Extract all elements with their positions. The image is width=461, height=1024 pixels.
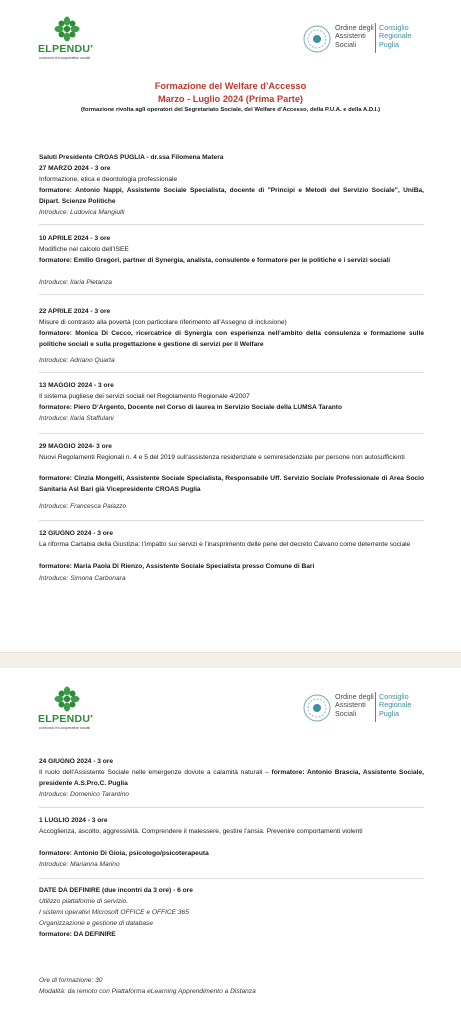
document-page-2: [0, 668, 461, 1024]
document-period: Marzo - Luglio 2024 (Prima Parte): [158, 94, 303, 104]
consiglio-text: [379, 24, 411, 49]
session-trainer: formatore: Cinzia Mongelli, Assistente Sociale Specialista, Responsabile Uff. Servizio Sociale Professionale di Area Socio Sanitaria Asl Bari già Vicepresidente CROAS Puglia: [39, 475, 424, 493]
logo-divider: [375, 23, 376, 53]
session-divider: [39, 294, 424, 295]
session-date: 24 GIUGNO 2024 - 3 ore: [39, 758, 114, 765]
document-subtitle: (formazione rivolta agli operatori del Segretariato Sociale, del Welfare d’Accesso, della P.U.A. e della A.D.I.): [80, 107, 381, 113]
session-trainer: formatore: DA DEFINIRE: [39, 931, 116, 938]
session-detail: I sistemi operativi Microsoft OFFICE e OFFICE 365: [39, 909, 189, 916]
session-topic: Il sistema pugliese dei servizi sociali nel Regolamento Regionale 4/2007: [39, 393, 250, 400]
session-trainer: formatore: Antonio Brascia, Assistente Sociale, presidente A.S.Pro.C. Puglia: [39, 769, 424, 787]
session-divider: [39, 807, 424, 808]
elpendu-name: ELPENDU': [38, 713, 94, 725]
session-date: 1 LUGLIO 2024 - 3 ore: [39, 817, 108, 824]
session-intro: Introduce: Ilaria Pietanza: [39, 279, 112, 286]
session-topic: Informazione, etica e deontologia professionale: [39, 176, 178, 183]
session-date: 10 APRILE 2024 - 3 ore: [39, 235, 111, 242]
ordine-text: [335, 24, 374, 49]
ordine-text: [335, 693, 374, 718]
session-trainer: formatore: Monica Di Cecco, ricercatrice di Synergia con esperienza nell’ambito della consulenza e formazione sulle politiche sociali e sulla progettazione e gestione di servizi per il Welfare: [39, 330, 424, 348]
session-topic-trainer: [39, 768, 424, 789]
session-divider: [39, 372, 424, 373]
ordine-emblem-icon: [303, 25, 331, 53]
consiglio-line: Puglia: [379, 39, 399, 49]
session-date: 22 APRILE 2024 - 3 ore: [39, 308, 111, 315]
session-intro: Introduce: Ilaria Staffulani: [39, 415, 114, 422]
session-topic: Il ruolo dell’Assistente Sociale nelle emergenze dovute a calamità naturali –: [39, 769, 269, 776]
session-intro: Introduce: Francesca Palazzo: [39, 503, 127, 510]
session-topic: Nuovi Regolamenti Regionali n. 4 e 5 del 2019 sull’assistenza residenziale e semiresidenziale per persone non autosufficienti: [39, 454, 405, 461]
session-detail: Utilizzo piattaforme di servizio.: [39, 898, 129, 905]
session-divider: [39, 520, 424, 521]
ordine-line: Assistenti: [335, 31, 366, 41]
elpendu-subtitle: consorzio fra cooperative sociali: [39, 726, 91, 730]
session-date: 13 MAGGIO 2024 - 3 ore: [39, 382, 114, 389]
session-date: 12 GIUGNO 2024 - 3 ore: [39, 530, 114, 537]
page-gap: [0, 652, 461, 668]
elpendu-subtitle: consorzio fra cooperative sociali: [39, 56, 91, 60]
session-trainer: formatore: Emilio Gregori, partner di Synergia, analista, consulente e formatore per le politiche e i servizi sociali: [39, 257, 391, 264]
ordine-line: Ordine degli: [335, 692, 374, 701]
ordine-logo: [303, 21, 433, 61]
session-trainer: formatore: Piero D’Argento, Docente nel Corso di laurea in Servizio Sociale della LUMSA Taranto: [39, 404, 343, 411]
consiglio-text: [379, 693, 411, 718]
elpendu-name: ELPENDU': [38, 43, 94, 55]
session-detail: Organizzazione e gestione di database: [39, 920, 154, 927]
elpendu-logo: [38, 686, 108, 730]
session-date: 29 MAGGIO 2024- 3 ore: [39, 443, 112, 450]
session-date: 27 MARZO 2024 - 3 ore: [39, 165, 111, 172]
logo-divider: [375, 692, 376, 722]
document-title: Formazione del Welfare d’Accesso: [154, 81, 307, 91]
session-topic: Accoglienza, ascolto, aggressività. Comprendere il malessere, gestire l’ansia. Prevenire comportamenti violenti: [39, 828, 363, 835]
session-trainer: formatore: Antonio Di Gioia, psicologo/psicoterapeuta: [39, 850, 209, 857]
session-date: DATE DA DEFINIRE (due incontri da 3 ore) - 6 ore: [39, 887, 193, 894]
ordine-emblem-icon: [303, 694, 331, 722]
ordine-line: Assistenti: [335, 700, 366, 710]
session-intro: Introduce: Marianna Marino: [39, 861, 120, 868]
consiglio-line: Regionale: [379, 700, 412, 710]
session-topic: Modifiche nel calcolo dell’ISEE: [39, 246, 129, 253]
consiglio-line: Consiglio: [379, 23, 409, 32]
consiglio-line: Consiglio: [379, 692, 409, 701]
session-topic: Misure di contrasto alla povertà (con particolare riferimento all’Assegno di inclusione): [39, 319, 287, 326]
ordine-line: Sociali: [335, 708, 357, 718]
session-intro: Introduce: Ludovica Mangiulli: [39, 209, 125, 216]
elpendu-logo: [38, 16, 108, 60]
elpendu-flower-icon: [52, 686, 82, 712]
session-trainer: formatore: Maria Paola Di Rienzo, Assistente Sociale Specialista presso Comune di Bari: [39, 563, 315, 570]
session-divider: [39, 433, 424, 434]
ordine-line: Sociali: [335, 39, 357, 49]
session-divider: [39, 224, 424, 225]
session-trainer: formatore: Antonio Nappi, Assistente Sociale Specialista, docente di "Principi e Metodi del Servizio Sociale", UniBa, Dipart. Scienze Politiche: [39, 187, 424, 205]
ordine-line: Ordine degli: [335, 23, 374, 32]
consiglio-line: Puglia: [379, 708, 399, 718]
training-mode: Modalità: da remoto con Piattaforma eLearning Apprendimento a Distanza: [39, 988, 256, 995]
greeting: Saluti Presidente CROAS PUGLIA - dr.ssa Filomena Matera: [39, 154, 224, 161]
session-divider: [39, 878, 424, 879]
session-intro: Introduce: Domenico Tarantino: [39, 791, 129, 798]
session-intro: Introduce: Adriano Quarta: [39, 357, 115, 364]
consiglio-line: Regionale: [379, 31, 412, 41]
session-intro: Introduce: Simona Carbonara: [39, 575, 126, 582]
training-hours: Ore di formazione: 30: [39, 977, 103, 984]
session-topic: La riforma Cartabia della Giustizia: l’impatto sui servizi e l’inasprimento delle pene del decreto Caivano come deterrente sociale: [39, 541, 411, 548]
ordine-logo: [303, 690, 433, 730]
elpendu-flower-icon: [52, 16, 82, 42]
